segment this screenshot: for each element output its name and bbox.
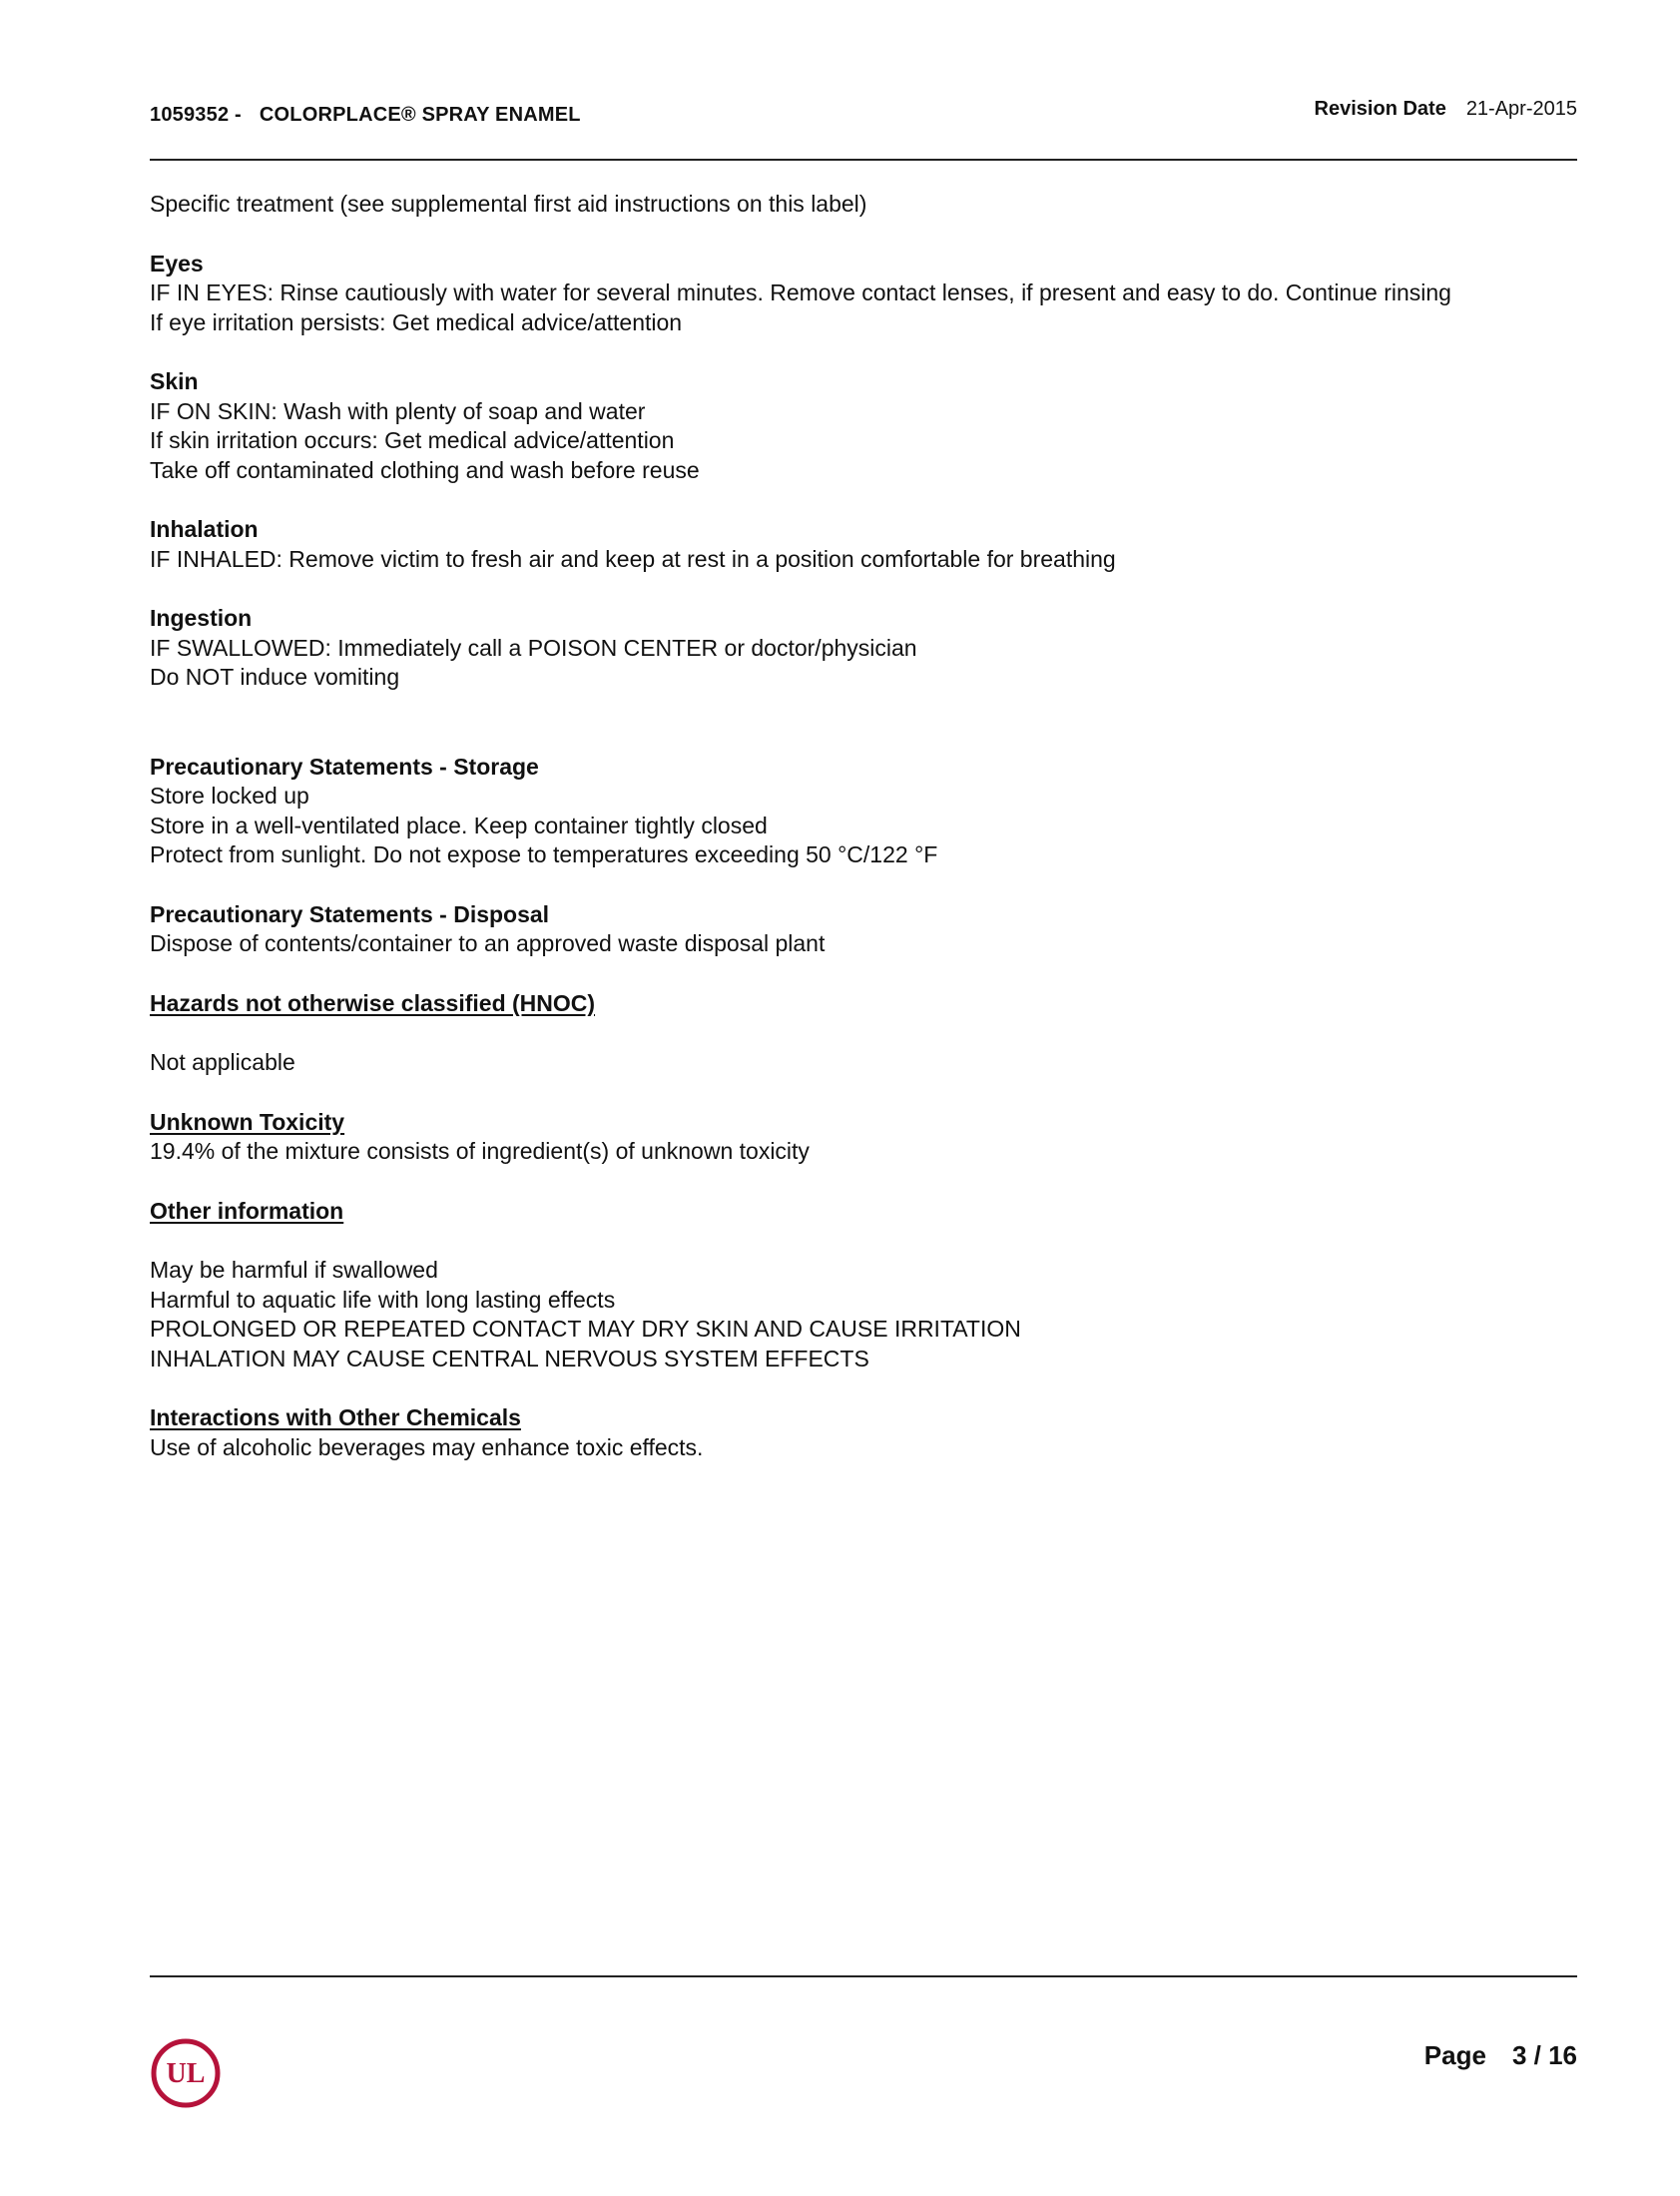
document-body — [150, 190, 1587, 1462]
header-divider — [150, 159, 1577, 161]
section-hnoc — [150, 989, 1587, 1078]
page-number — [1424, 2040, 1577, 2071]
section-heading: Ingestion — [150, 605, 253, 631]
section-other-information — [150, 1197, 1587, 1374]
section-interactions — [150, 1403, 1587, 1462]
section-heading: Precautionary Statements - Disposal — [150, 900, 550, 927]
specific-treatment: Specific treatment (see supplemental first aid instructions on this label) — [150, 191, 867, 217]
revision-info — [1315, 98, 1577, 121]
ul-logo-text: UL — [166, 2058, 206, 2089]
section-line: If eye irritation persists: Get medical advice/attention — [150, 308, 683, 335]
document-title — [150, 104, 581, 127]
section-eyes — [150, 250, 1587, 338]
ul-logo-icon — [150, 2037, 222, 2109]
section-line: Not applicable — [150, 1049, 295, 1075]
section-line: Use of alcoholic beverages may enhance toxic effects. — [150, 1433, 704, 1460]
section-line: Protect from sunlight. Do not expose to temperatures exceeding 50 °C/122 °F — [150, 841, 938, 867]
revision-date: 21-Apr-2015 — [1465, 98, 1577, 120]
page-label: Page — [1423, 2040, 1486, 2070]
section-line: IF INHALED: Remove victim to fresh air and keep at rest in a position comfortable for breathing — [150, 545, 1116, 572]
section-line: Store locked up — [150, 783, 309, 809]
doc-number: 1059352 - — [150, 104, 242, 126]
section-line: IF SWALLOWED: Immediately call a POISON CENTER or doctor/physician — [150, 634, 917, 661]
section-line: If skin irritation occurs: Get medical advice/attention — [150, 427, 675, 453]
section-heading: Eyes — [150, 250, 204, 276]
section-heading: Hazards not otherwise classified (HNOC) — [150, 989, 596, 1016]
section-heading: Skin — [150, 368, 199, 394]
page-header — [150, 98, 1577, 138]
section-line: INHALATION MAY CAUSE CENTRAL NERVOUS SYSTEM EFFECTS — [150, 1345, 869, 1372]
section-line: PROLONGED OR REPEATED CONTACT MAY DRY SKIN AND CAUSE IRRITATION — [150, 1316, 1021, 1342]
section-line: Harmful to aquatic life with long lasting effects — [150, 1286, 616, 1313]
ul-logo — [150, 2037, 222, 2109]
section-heading: Inhalation — [150, 516, 259, 542]
page-value: 3 / 16 — [1511, 2040, 1577, 2070]
section-unknown-toxicity — [150, 1108, 1587, 1167]
section-line: Do NOT induce vomiting — [150, 664, 400, 690]
section-line: May be harmful if swallowed — [150, 1257, 438, 1283]
footer-divider — [150, 1975, 1577, 1977]
section-line: Take off contaminated clothing and wash before reuse — [150, 456, 700, 483]
section-disposal — [150, 900, 1587, 959]
product-name: COLORPLACE® SPRAY ENAMEL — [259, 104, 581, 126]
section-heading: Other information — [150, 1197, 344, 1224]
section-inhalation — [150, 515, 1587, 574]
section-line: IF IN EYES: Rinse cautiously with water for several minutes. Remove contact lenses, if present and easy to do. Continue rinsing — [150, 279, 1451, 305]
revision-label: Revision Date — [1314, 98, 1446, 120]
section-heading: Interactions with Other Chemicals — [150, 1404, 521, 1430]
section-skin — [150, 367, 1587, 485]
section-line: 19.4% of the mixture consists of ingredient(s) of unknown toxicity — [150, 1138, 810, 1164]
section-ingestion — [150, 604, 1587, 693]
section-line: Dispose of contents/container to an approved waste disposal plant — [150, 930, 826, 956]
section-storage — [150, 753, 1587, 870]
section-heading: Unknown Toxicity — [150, 1108, 345, 1135]
section-line: Store in a well-ventilated place. Keep container tightly closed — [150, 812, 768, 838]
section-heading: Precautionary Statements - Storage — [150, 753, 539, 780]
section-line: IF ON SKIN: Wash with plenty of soap and water — [150, 397, 646, 424]
